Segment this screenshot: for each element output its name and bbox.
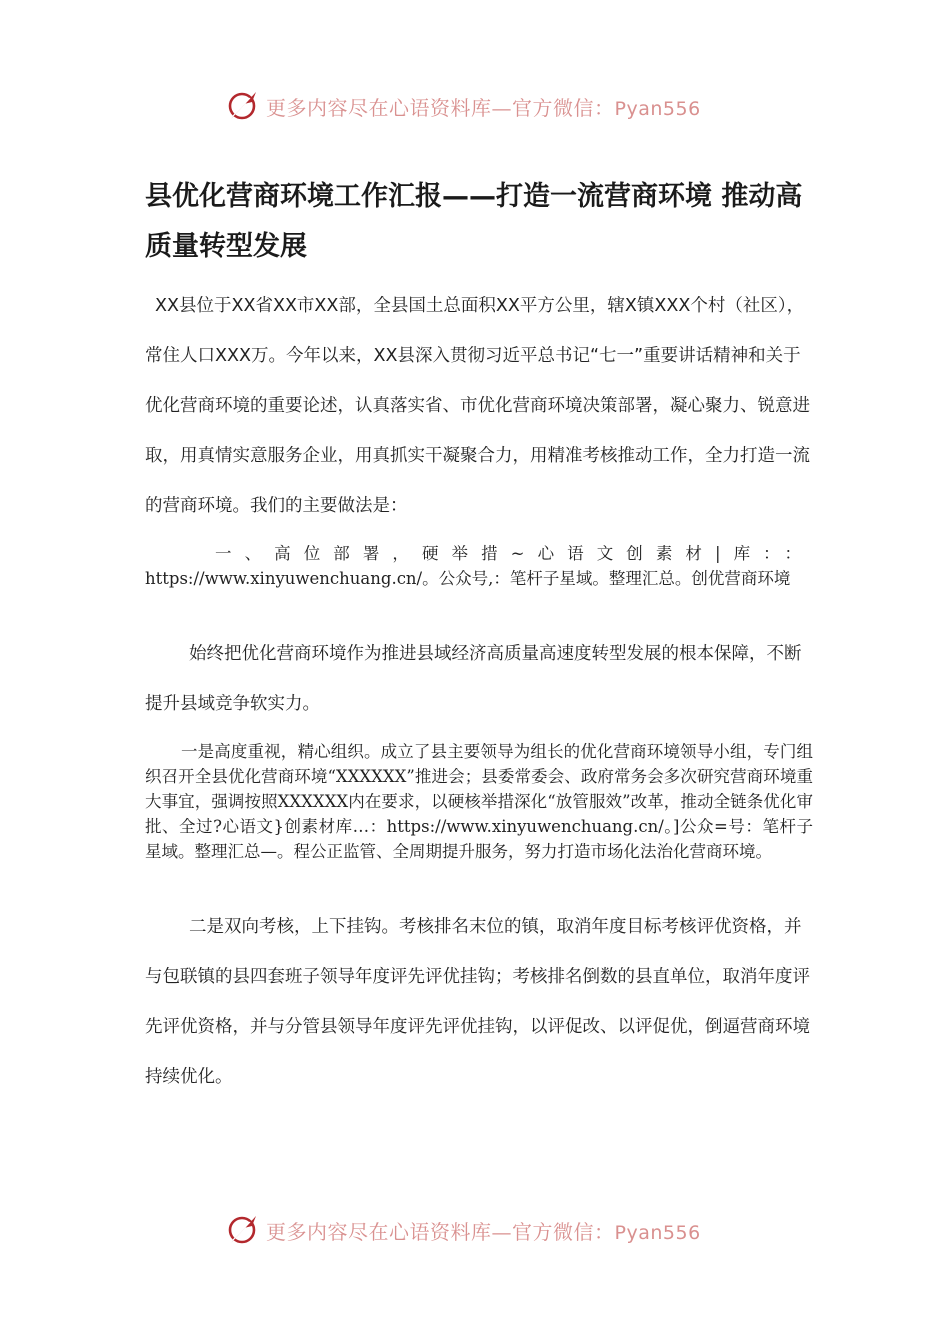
quill-logo-icon [226,88,262,124]
section-heading-1 [145,541,813,591]
section-heading-link-text: https://www.xinyuwenchuang.cn/。公众号,：笔杆子星域。整理汇总。创优营商环境 [145,569,791,588]
point-one-paragraph: 一是高度重视，精心组织。成立了县主要领导为组长的优化营商环境领导小组，专门组织召开全县优化营商环境“XXXXXX”推进会；县委常委会、政府常务会多次研究营商环境重大事宜，强调按照XXXXXX内在要求，以硬核举措深化“放管服效”改革，推动全链条优化审批、全过?心语文}创素材库…：https://www.xinyuwenchuang.cn/。]公众=号：笔杆子星域。整理汇总—。程公正监管、全周期提升服务，努力打造市场化法治化营商环境。 [145,742,813,861]
section-heading-text: 一、高位部署，硬举措~心语文创素材|库：： [215,544,813,563]
point-two-paragraph: 二是双向考核，上下挂钩。考核排名末位的镇，取消年度目标考核评优资格，并与包联镇的县四套班子领导年度评先评优挂钩；考核排名倒数的县直单位，取消年度评先评优资格，并与分管县领导年度评先评优挂钩，以评促改、以评促优，倒逼营商环境持续优化。 [145,917,810,1087]
document-title: 县优化营商环境工作汇报——打造一流营商环境 推动高质量转型发展 [145,181,803,262]
intro-paragraph: XX县位于XX省XX市XX部，全县国土总面积XX平方公里，辖X镇XXX个村（社区），常住人口XXX万。今年以来，XX县深入贯彻习近平总书记“七一”重要讲话精神和关于优化营商环境的重要论述，认真落实省、市优化营商环境决策部署，凝心聚力、锐意进取，用真情实意服务企业，用真抓实干凝聚合力，用精准考核推动工作，全力打造一流的营商环境。我们的主要做法是： [145,296,810,516]
footer-banner [226,1210,746,1250]
section-summary-paragraph: 始终把优化营商环境作为推进县域经济高质量高速度转型发展的根本保障，不断提升县域竞争软实力。 [145,644,802,714]
banner-text: 更多内容尽在心语资料库—官方微信：Pyan556 [266,1219,701,1244]
wechat-id: Pyan556 [614,1221,701,1244]
banner-text: 更多内容尽在心语资料库—官方微信：Pyan556 [266,95,701,120]
header-banner [226,86,746,126]
wechat-id: Pyan556 [614,97,701,120]
quill-logo-icon [226,1212,262,1248]
